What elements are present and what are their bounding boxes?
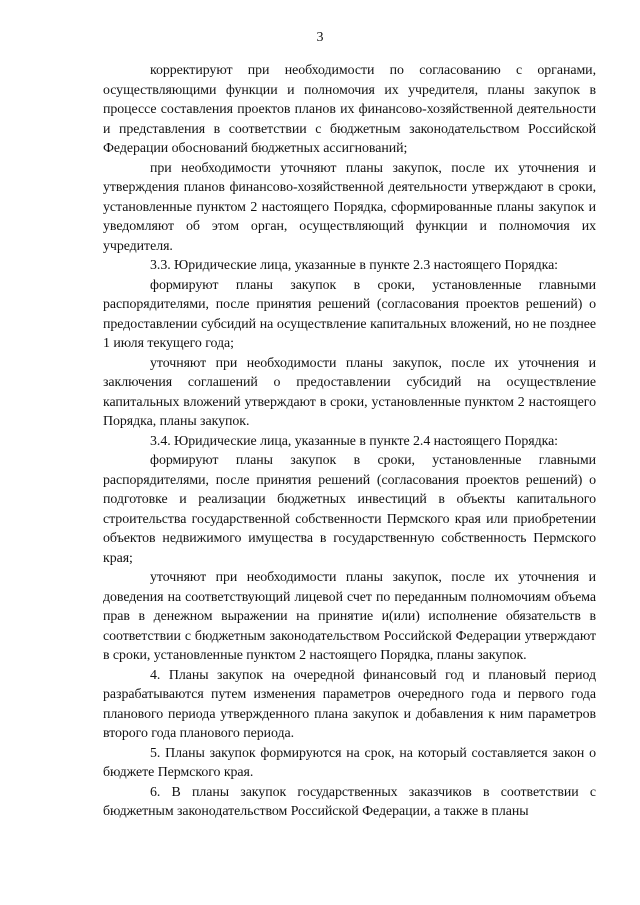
paragraph-6: 3.4. Юридические лица, указанные в пункте 2.4 настоящего Порядка: [150, 433, 558, 449]
paragraph-8: уточняют при необходимости планы закупок, после их уточнения и доведения на соответствующий лицевой счет по переданным полномочиям объема прав в денежном выражении на принятие и(или) исполнение обязательств в соответствии с бюджетным законодательством Российской Федерации утверждают в сроки, установленные пунктом 2 настоящего Порядка, планы закупок. [103, 570, 596, 663]
paragraph-7: формируют планы закупок в сроки, установленные главными распорядителями, после принятия решений (согласования проектов решений) о подготовке и реализации бюджетных инвестиций в объекты капитального строительства государственной собственности Пермского края или приобретении объектов недвижимого имущества в государственную собственность Пермского края; [103, 453, 596, 566]
paragraph-2: при необходимости уточняют планы закупок, после их уточнения и утверждения планов финансово-хозяйственной деятельности утверждают в сроки, установленные пунктом 2 настоящего Порядка, сформированные планы закупок и уведомляют об этом орган, осуществляющий функции и полномочия их учредителя. [103, 160, 596, 254]
paragraph-4: формируют планы закупок в сроки, установленные главными распорядителями, после принятия решений (согласования проектов решений) о предоставлении субсидий на осуществление капитальных вложений, но не позднее 1 июля текущего года; [103, 277, 596, 351]
paragraph-3: 3.3. Юридические лица, указанные в пункте 2.3 настоящего Порядка: [150, 258, 558, 273]
paragraph-5: уточняют при необходимости планы закупок, после их уточнения и заключения соглашений о предоставлении субсидий на осуществление капитальных вложений утверждают в сроки, установленные пунктом 2 настоящего Порядка, планы закупок. [103, 355, 596, 429]
paragraph-11: 6. В планы закупок государственных заказчиков в соответствии с бюджетным законодательством Российской Федерации, а также в планы [103, 784, 596, 819]
paragraph-1: корректируют при необходимости по согласованию с органами, осуществляющими функции и полномочия их учредителя, планы закупок в процессе составления проектов планов их финансово-хозяйственной деятельности и представления в соответствии с бюджетным законодательством Российской Федерации обоснований бюджетных ассигнований; [103, 63, 596, 156]
paragraph-9: 4. Планы закупок на очередной финансовый год и плановый период разрабатываются путем изменения параметров очередного года и первого года планового периода утвержденного плана закупок и добавления к ним параметров второго года планового периода. [103, 667, 596, 741]
paragraph-10: 5. Планы закупок формируются на срок, на который составляется закон о бюджете Пермского края. [103, 745, 596, 780]
page-number: 3 [316, 30, 324, 45]
document-body [103, 61, 596, 822]
